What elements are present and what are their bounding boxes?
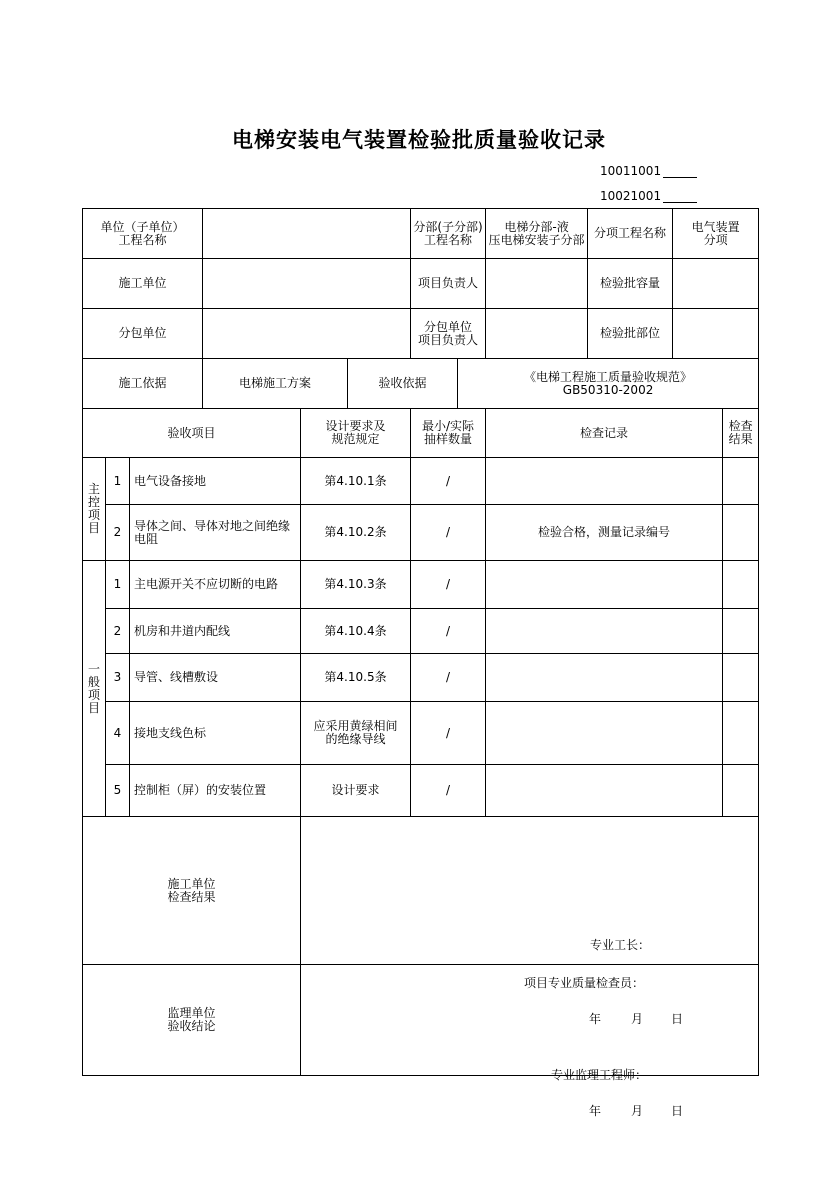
item-record[interactable]	[486, 654, 723, 702]
general-group-label: 一般项目	[83, 561, 106, 817]
capacity-value[interactable]	[673, 259, 759, 309]
sub-pm-value[interactable]	[486, 309, 588, 359]
construction-check-area[interactable]	[301, 817, 759, 1026]
pm-value[interactable]	[486, 259, 588, 309]
date-year: 年	[589, 1104, 602, 1118]
item-record[interactable]	[486, 458, 723, 505]
table-row	[83, 505, 759, 561]
date-year: 年	[589, 1011, 602, 1026]
item-requirement: 第4.10.2条	[301, 505, 411, 561]
main-group-label: 主控项目	[83, 458, 106, 561]
header-row-subcontractor	[83, 309, 759, 359]
col-sample: 最小/实际 抽样数量	[411, 409, 486, 458]
sub-pm-label: 分包单位 项目负责人	[411, 309, 486, 359]
item-record[interactable]: 检验合格，测量记录编号	[486, 505, 723, 561]
basis-value: 电梯施工方案	[203, 359, 348, 409]
code-line-2	[600, 189, 697, 203]
item-requirement: 第4.10.3条	[301, 561, 411, 609]
date-day: 日	[671, 1011, 684, 1026]
page-title: 电梯安装电气装置检验批质量验收记录	[232, 127, 606, 152]
code-2-blank[interactable]	[663, 190, 697, 203]
item-record[interactable]	[486, 609, 723, 654]
item-requirement: 应采用黄绿相间 的绝缘导线	[301, 702, 411, 765]
construction-check-row	[83, 817, 759, 965]
acceptance-basis-value: 《电梯工程施工质量验收规范》 GB50310-2002	[458, 359, 759, 409]
code-1: 10011001	[600, 164, 662, 178]
item-name: 接地支线色标	[130, 702, 301, 765]
acceptance-record-table	[82, 208, 759, 1118]
table-row	[83, 561, 759, 609]
item-requirement: 第4.10.1条	[301, 458, 411, 505]
pm-label: 项目负责人	[411, 259, 486, 309]
acceptance-basis-label: 验收依据	[348, 359, 458, 409]
inspector-label: 项目专业质量检查员：	[524, 975, 645, 990]
item-sample[interactable]: /	[411, 702, 486, 765]
item-name: 控制柜（屏）的安装位置	[130, 765, 301, 817]
header-row-project	[83, 209, 759, 259]
subitem-label: 分项工程名称	[588, 209, 673, 259]
item-sample[interactable]: /	[411, 765, 486, 817]
item-record[interactable]	[486, 765, 723, 817]
code-2: 10021001	[600, 189, 662, 203]
table-row	[83, 702, 759, 765]
item-sample[interactable]: /	[411, 609, 486, 654]
col-requirement: 设计要求及 规范规定	[301, 409, 411, 458]
item-result[interactable]	[723, 609, 759, 654]
item-no: 1	[106, 561, 130, 609]
item-result[interactable]	[723, 765, 759, 817]
item-no: 1	[106, 458, 130, 505]
constructor-label: 施工单位	[83, 259, 203, 309]
division-label: 分部(子分部) 工程名称	[411, 209, 486, 259]
supervision-label: 监理单位 验收结论	[83, 965, 301, 1076]
item-no: 3	[106, 654, 130, 702]
date-month: 月	[631, 1104, 644, 1118]
item-name: 导管、线槽敷设	[130, 654, 301, 702]
col-record: 检查记录	[486, 409, 723, 458]
item-name: 电气设备接地	[130, 458, 301, 505]
subitem-value: 电气装置 分项	[673, 209, 759, 259]
item-name: 主电源开关不应切断的电路	[130, 561, 301, 609]
table-row	[83, 765, 759, 817]
col-item: 验收项目	[83, 409, 301, 458]
basis-label: 施工依据	[83, 359, 203, 409]
item-result[interactable]	[723, 561, 759, 609]
item-no: 4	[106, 702, 130, 765]
item-record[interactable]	[486, 561, 723, 609]
foreman-label: 专业工长：	[590, 937, 651, 952]
subcontractor-label: 分包单位	[83, 309, 203, 359]
header-row-constructor	[83, 259, 759, 309]
item-requirement: 设计要求	[301, 765, 411, 817]
table-row	[83, 458, 759, 505]
supervising-engineer-label: 专业监理工程师：	[551, 1068, 648, 1082]
item-sample[interactable]: /	[411, 505, 486, 561]
col-result: 检查 结果	[723, 409, 759, 458]
date-day: 日	[671, 1104, 684, 1118]
item-sample[interactable]: /	[411, 458, 486, 505]
table-row	[83, 654, 759, 702]
item-record[interactable]	[486, 702, 723, 765]
item-result[interactable]	[723, 702, 759, 765]
location-label: 检验批部位	[588, 309, 673, 359]
date-month: 月	[631, 1011, 644, 1026]
item-requirement: 第4.10.4条	[301, 609, 411, 654]
item-result[interactable]	[723, 458, 759, 505]
code-1-blank[interactable]	[663, 165, 697, 178]
header-row-basis	[83, 359, 759, 409]
unit-value[interactable]	[203, 209, 411, 259]
item-name: 机房和井道内配线	[130, 609, 301, 654]
item-sample[interactable]: /	[411, 561, 486, 609]
column-header-row	[83, 409, 759, 458]
location-value[interactable]	[673, 309, 759, 359]
item-no: 5	[106, 765, 130, 817]
item-no: 2	[106, 505, 130, 561]
item-result[interactable]	[723, 505, 759, 561]
table-row	[83, 609, 759, 654]
supervision-row	[83, 965, 759, 1076]
item-sample[interactable]: /	[411, 654, 486, 702]
item-name: 导体之间、导体对地之间绝缘电阻	[130, 505, 301, 561]
unit-label: 单位（子单位） 工程名称	[83, 209, 203, 259]
item-no: 2	[106, 609, 130, 654]
construction-check-label: 施工单位 检查结果	[83, 817, 301, 965]
constructor-value[interactable]	[203, 259, 411, 309]
division-value: 电梯分部-液 压电梯安装子分部	[486, 209, 588, 259]
item-result[interactable]	[723, 654, 759, 702]
item-requirement: 第4.10.5条	[301, 654, 411, 702]
subcontractor-value[interactable]	[203, 309, 411, 359]
code-line-1	[600, 164, 697, 178]
capacity-label: 检验批容量	[588, 259, 673, 309]
